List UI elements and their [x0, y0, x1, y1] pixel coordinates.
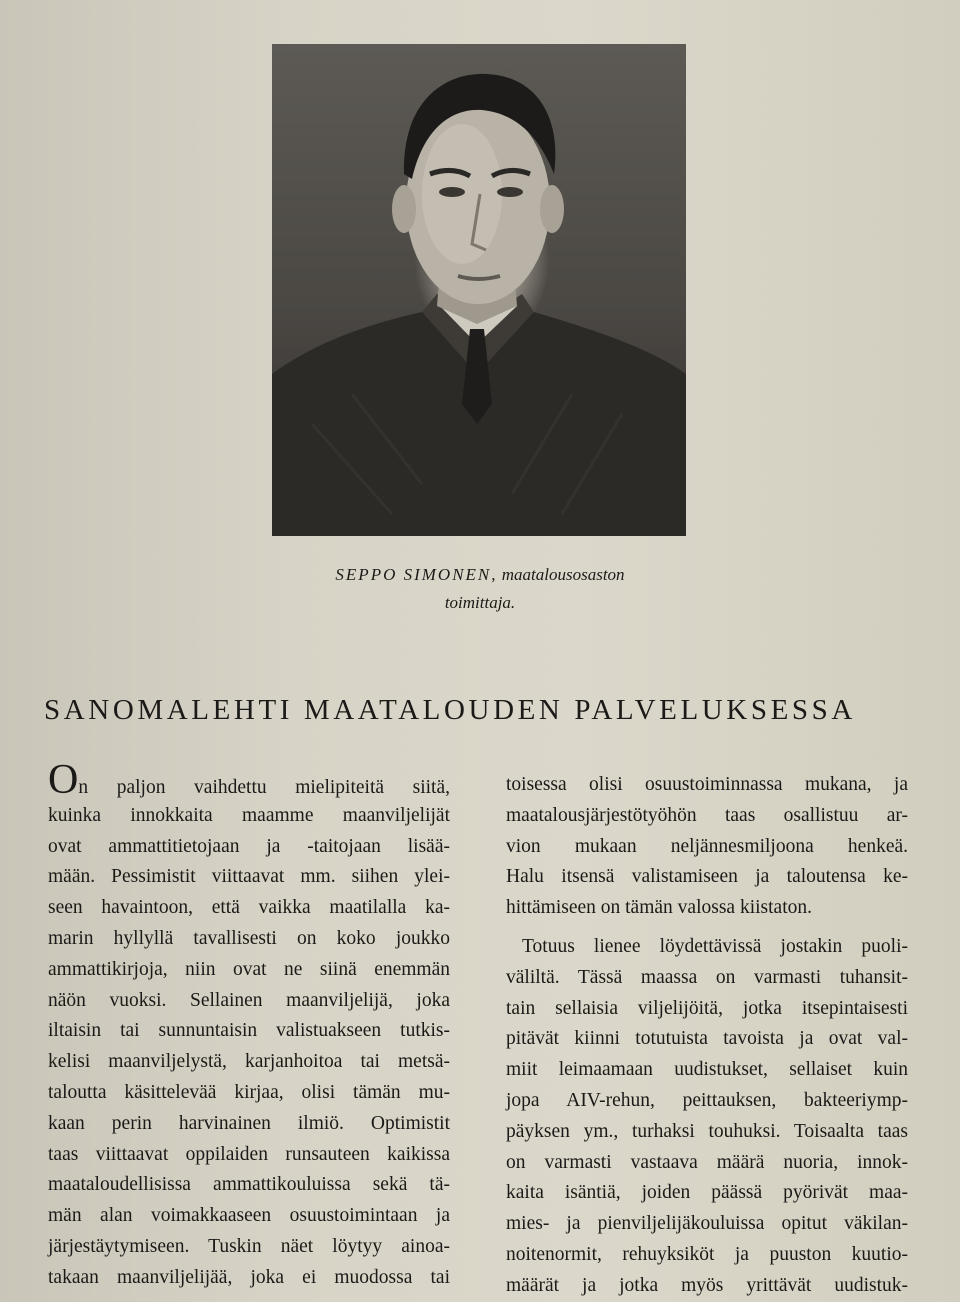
body-line: miit leimaamaan uudistukset, sellaiset kuin: [506, 1059, 908, 1081]
body-line: mies- ja pienviljelijäkouluissa opitut väkilan-: [506, 1213, 908, 1235]
drop-cap: O: [48, 757, 79, 803]
body-line: Totuus lienee löydettävissä jostakin puoli-: [522, 935, 908, 957]
body-line: jopa AIV-rehun, peittauksen, bakteeriymp-: [506, 1089, 908, 1111]
body-line: takaan maanviljelijää, joka ei muodossa tai: [48, 1266, 450, 1288]
body-line: noitenormit, rehuyksiköt ja puuston kuutio-: [506, 1243, 908, 1265]
body-line: maataloudellisissa ammattikouluissa sekä tä-: [48, 1174, 450, 1196]
body-line: näön vuoksi. Sellainen maanviljelijä, joka: [48, 989, 450, 1011]
caption-name: SEPPO SIMONEN,: [335, 565, 498, 584]
body-line: taloutta käsittelevää kirjaa, olisi tämän mu-: [48, 1081, 450, 1103]
body-line: iltaisin tai sunnuntaisin valistuakseen tutkis-: [48, 1020, 450, 1042]
body-line: seen havaintoon, että vaikka maatilalla ka-: [48, 897, 450, 919]
body-line: marin hyllyllä tavallisesti on koko joukko: [48, 927, 450, 949]
body-line: väliltä. Tässä maassa on varmasti tuhansit-: [506, 966, 908, 988]
body-line: hittämiseen on tämän valossa kiistaton.: [506, 897, 812, 919]
body-line: On paljon vaihdettu mielipiteitä siitä,: [48, 757, 450, 803]
body-line: on varmasti vastaava määrä nuoria, innok-: [506, 1151, 908, 1173]
portrait-illustration: [272, 44, 686, 536]
body-line: vion mukaan neljännesmiljoona henkeä.: [506, 835, 908, 857]
caption-role-line1: maatalousosaston: [497, 565, 625, 584]
photo-caption: [200, 561, 760, 617]
body-line: kuinka innokkaita maamme maanviljelijät: [48, 804, 450, 826]
paragraph-gap: [506, 924, 908, 932]
body-line: päyksen ym., turhaksi touhuksi. Toisaalta taas: [506, 1120, 908, 1142]
body-line: kaan perin harvinainen ilmiö. Optimistit: [48, 1112, 450, 1134]
body-line: määrät ja jotka myös yrittävät uudistuk-: [506, 1274, 908, 1296]
body-line: taas viittaavat oppilaiden runsauteen kaikissa: [48, 1143, 450, 1165]
body-line: män alan voimakkaaseen osuustoimintaan ja: [48, 1205, 450, 1227]
body-line: tain sellaisia viljelijöitä, jotka itsepintaisesti: [506, 997, 908, 1019]
article-headline: SANOMALEHTI MAATALOUDEN PALVELUKSESSA: [44, 694, 856, 726]
body-line: Halu itsensä valistamiseen ja taloutensa ke-: [506, 866, 908, 888]
body-line: maatalousjärjestötyöhön taas osallistuu ar-: [506, 804, 908, 826]
body-line: järjestäytymiseen. Tuskin näet löytyy ainoa-: [48, 1235, 450, 1257]
body-line: toisessa olisi osuustoiminnassa mukana, ja: [506, 774, 908, 795]
body-line: pitävät kiinni totutuista tavoista ja ovat val-: [506, 1028, 908, 1050]
left-column: [48, 757, 450, 1294]
body-line: mään. Pessimistit viittaavat mm. siihen ylei-: [48, 866, 450, 888]
caption-role-line2: toimittaja.: [444, 593, 516, 612]
body-line: kelisi maanviljelystä, karjanhoitoa tai metsä-: [48, 1051, 450, 1073]
body-line: ammattikirjoja, niin ovat ne siinä enemmän: [48, 958, 450, 980]
body-line: kaita isäntiä, joiden päässä pyörivät maa-: [506, 1182, 908, 1204]
right-column: [506, 770, 908, 1302]
portrait-photo: [272, 44, 686, 536]
body-line: ovat ammattitietojaan ja -taitojaan lisää-: [48, 835, 450, 857]
